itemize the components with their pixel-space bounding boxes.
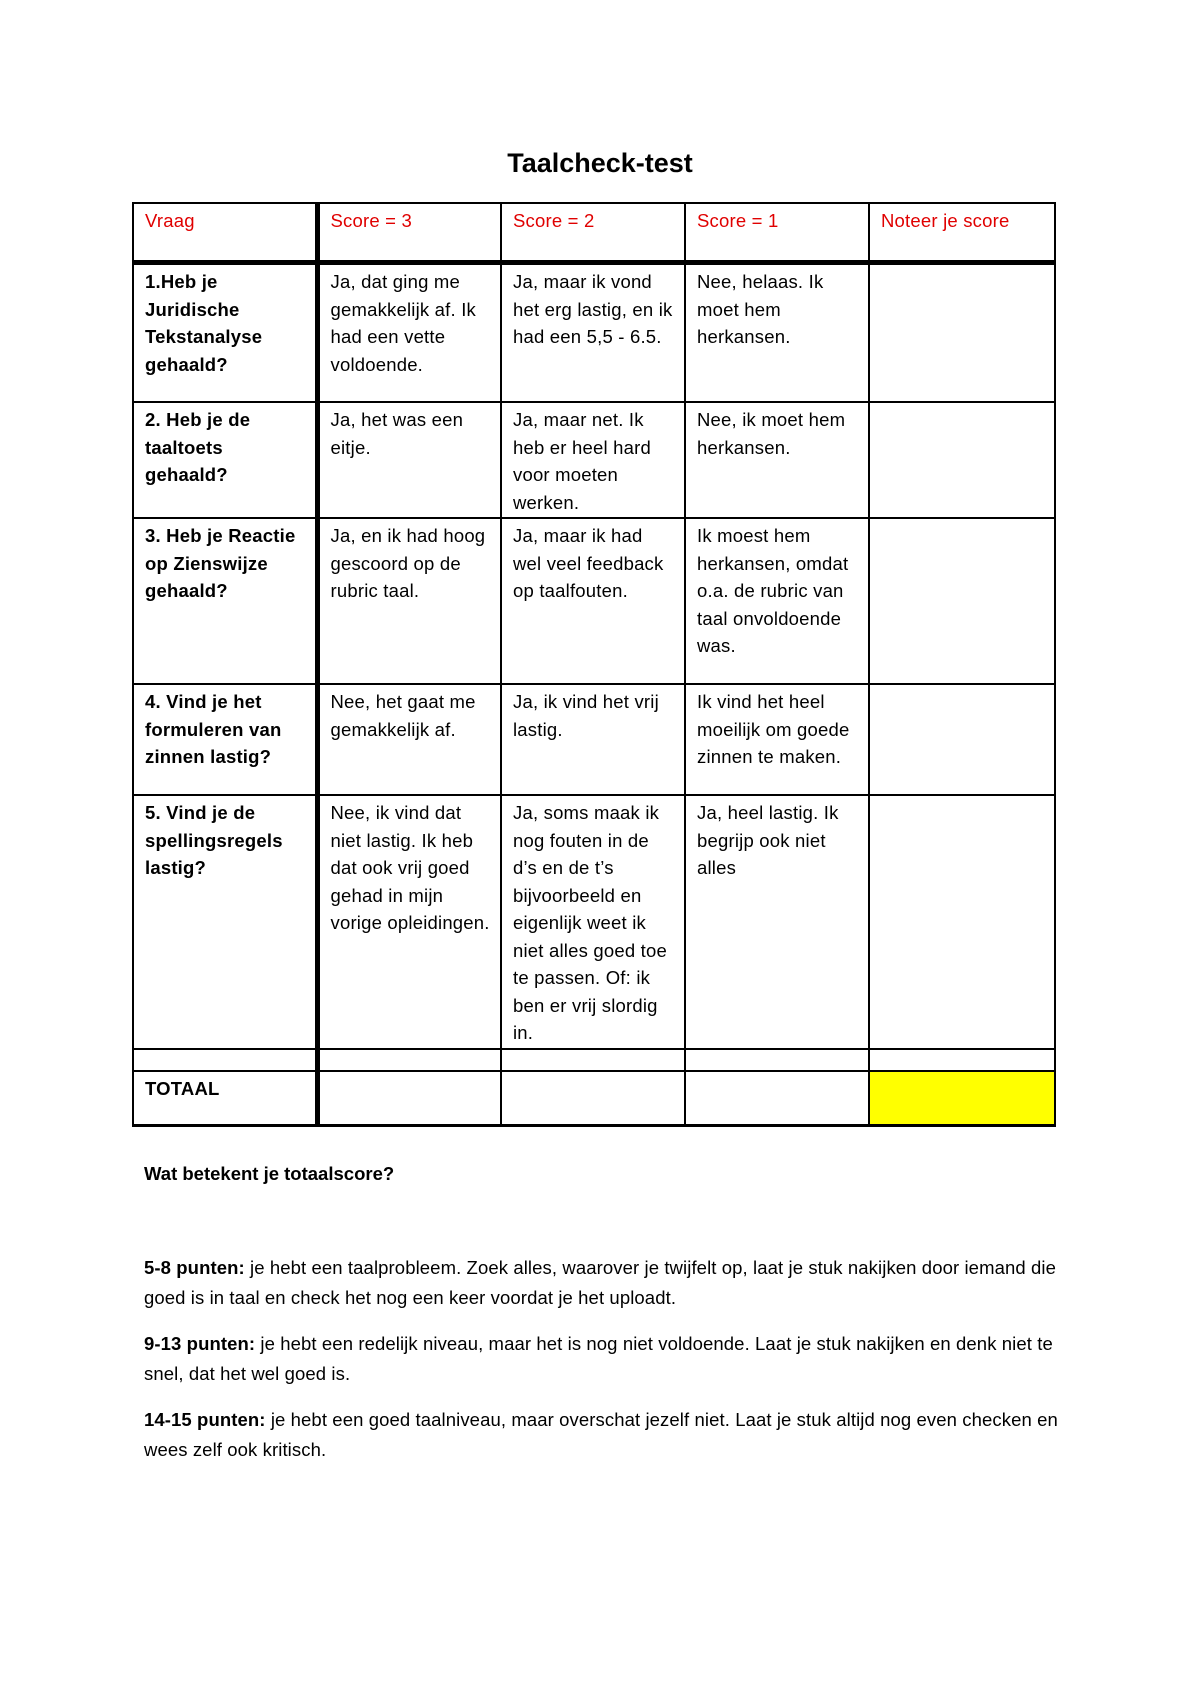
noteer-score-cell[interactable] xyxy=(869,263,1055,403)
score-1-cell: Nee, ik moet hem herkansen. xyxy=(685,402,869,518)
explanation-text: je hebt een goed taalniveau, maar overschat jezelf niet. Laat je stuk altijd nog even checken en wees zelf ook kritisch. xyxy=(144,1409,1058,1460)
score-2-cell: Ja, maar ik had wel veel feedback op taalfouten. xyxy=(501,518,685,684)
total-score-3-cell xyxy=(317,1071,501,1126)
noteer-score-cell[interactable] xyxy=(869,402,1055,518)
explanation-paragraph xyxy=(144,1329,1064,1389)
header-vraag: Vraag xyxy=(133,203,317,263)
score-3-cell: Ja, dat ging me gemakkelijk af. Ik had een vette voldoende. xyxy=(317,263,501,403)
empty-cell xyxy=(869,1049,1055,1071)
explanation-paragraph xyxy=(144,1405,1064,1465)
question-cell: 3. Heb je Reactie op Zienswijze gehaald? xyxy=(133,518,317,684)
total-score-1-cell xyxy=(685,1071,869,1126)
score-3-cell: Ja, het was een eitje. xyxy=(317,402,501,518)
empty-cell xyxy=(317,1049,501,1071)
noteer-score-cell[interactable] xyxy=(869,795,1055,1049)
question-cell: 5. Vind je de spellingsregels lastig? xyxy=(133,795,317,1049)
question-cell: 2. Heb je de taaltoets gehaald? xyxy=(133,402,317,518)
score-1-cell: Nee, helaas. Ik moet hem herkansen. xyxy=(685,263,869,403)
score-1-cell: Ja, heel lastig. Ik begrijp ook niet alles xyxy=(685,795,869,1049)
header-score-1: Score = 1 xyxy=(685,203,869,263)
page-title: Taalcheck-test xyxy=(507,148,693,178)
total-row xyxy=(133,1071,1055,1126)
rubric-table xyxy=(132,202,1056,1127)
score-2-cell: Ja, soms maak ik nog fouten in de d’s en de t’s bijvoorbeeld en eigenlijk weet ik niet alles goed toe te passen. Of: ik ben er vrij slordig in. xyxy=(501,795,685,1049)
question-cell: 1.Heb je Juridische Tekstanalyse gehaald? xyxy=(133,263,317,403)
table-header-row xyxy=(133,203,1055,263)
table-row xyxy=(133,402,1055,518)
explanation-text: je hebt een taalprobleem. Zoek alles, waarover je twijfelt op, laat je stuk nakijken door iemand die goed is in taal en check het nog een keer voordat je het uploadt. xyxy=(144,1257,1056,1308)
score-3-cell: Nee, ik vind dat niet lastig. Ik heb dat ook vrij goed gehad in mijn vorige opleidingen. xyxy=(317,795,501,1049)
score-2-cell: Ja, maar ik vond het erg lastig, en ik had een 5,5 - 6.5. xyxy=(501,263,685,403)
table-row xyxy=(133,684,1055,795)
empty-cell xyxy=(501,1049,685,1071)
table-row xyxy=(133,518,1055,684)
score-2-cell: Ja, ik vind het vrij lastig. xyxy=(501,684,685,795)
empty-cell xyxy=(133,1049,317,1071)
header-score-3: Score = 3 xyxy=(317,203,501,263)
explanation-label: 14-15 punten: xyxy=(144,1409,266,1430)
explanation-label: 9-13 punten: xyxy=(144,1333,256,1354)
score-1-cell: Ik moest hem herkansen, omdat o.a. de rubric van taal onvoldoende was. xyxy=(685,518,869,684)
total-score-highlight-cell[interactable] xyxy=(869,1071,1055,1126)
explanation-heading: Wat betekent je totaalscore? xyxy=(144,1163,395,1184)
table-row xyxy=(133,263,1055,403)
total-label: TOTAAL xyxy=(133,1071,317,1126)
explanation-paragraph xyxy=(144,1253,1064,1313)
score-3-cell: Ja, en ik had hoog gescoord op de rubric taal. xyxy=(317,518,501,684)
noteer-score-cell[interactable] xyxy=(869,684,1055,795)
noteer-score-cell[interactable] xyxy=(869,518,1055,684)
explanation-label: 5-8 punten: xyxy=(144,1257,245,1278)
table-row xyxy=(133,795,1055,1049)
header-score-2: Score = 2 xyxy=(501,203,685,263)
score-1-cell: Ik vind het heel moeilijk om goede zinnen te maken. xyxy=(685,684,869,795)
total-score-2-cell xyxy=(501,1071,685,1126)
explanation-text: je hebt een redelijk niveau, maar het is nog niet voldoende. Laat je stuk nakijken en denk niet te snel, dat het wel goed is. xyxy=(144,1333,1053,1384)
score-2-cell: Ja, maar net. Ik heb er heel hard voor moeten werken. xyxy=(501,402,685,518)
question-cell: 4. Vind je het formuleren van zinnen lastig? xyxy=(133,684,317,795)
empty-cell xyxy=(685,1049,869,1071)
header-noteer-score: Noteer je score xyxy=(869,203,1055,263)
empty-row xyxy=(133,1049,1055,1071)
score-3-cell: Nee, het gaat me gemakkelijk af. xyxy=(317,684,501,795)
